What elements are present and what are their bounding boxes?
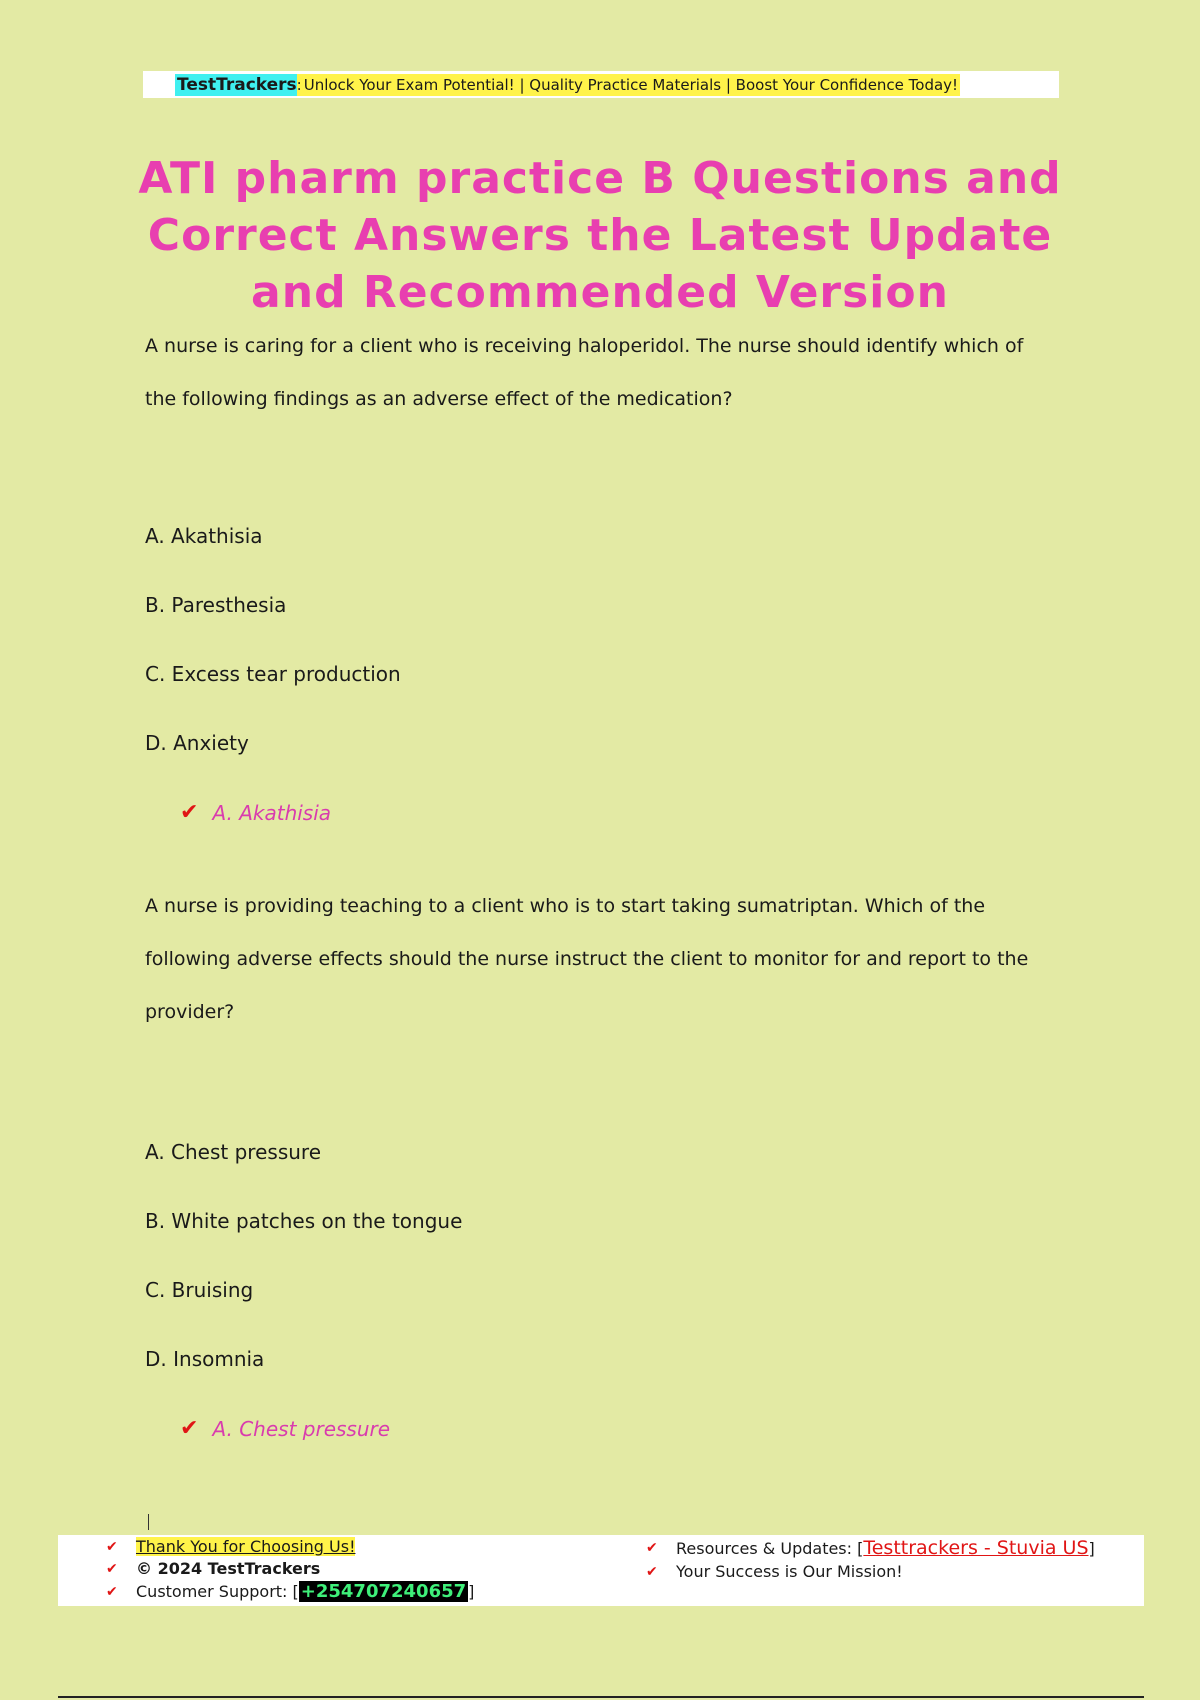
- question-1-answer: [180, 800, 331, 825]
- header-banner: [143, 71, 1059, 98]
- footer-resources-close: ]: [1088, 1538, 1095, 1558]
- footer-support-close: ]: [468, 1582, 475, 1601]
- text-cursor: [148, 1514, 149, 1530]
- question-2-option-c: C. Bruising: [145, 1278, 254, 1302]
- support-phone[interactable]: +254707240657: [300, 1581, 467, 1602]
- question-1-option-a: A. Akathisia: [145, 524, 263, 548]
- check-mark-icon: ✔: [646, 1563, 658, 1580]
- question-2-option-d: D. Insomnia: [145, 1347, 265, 1371]
- question-1-option-d: D. Anxiety: [145, 731, 249, 755]
- footer-mission-row: [646, 1562, 903, 1581]
- resources-link[interactable]: Testtrackers - Stuvia US: [863, 1537, 1089, 1559]
- question-2-text: A nurse is providing teaching to a client who is to start taking sumatriptan. Which of the following adverse effects should the nurse instruct the client to monitor for and report to the provider?: [145, 895, 1029, 1023]
- check-mark-icon: ✔: [180, 800, 199, 825]
- footer-thanks-row: [106, 1537, 355, 1556]
- check-mark-icon: ✔: [646, 1540, 658, 1556]
- header-tagline: Unlock Your Exam Potential! | Quality Practice Materials | Boost Your Confidence Today!: [303, 75, 959, 94]
- footer-support-row: [106, 1581, 474, 1602]
- header-inner: [175, 71, 960, 98]
- footer-resources-row: [646, 1537, 1095, 1559]
- question-2-option-b: B. White patches on the tongue: [145, 1209, 463, 1233]
- check-mark-icon: ✔: [106, 1560, 118, 1577]
- footer-thanks: Thank You for Choosing Us!: [136, 1537, 356, 1556]
- footer-resources-label: Resources & Updates: [: [676, 1538, 864, 1558]
- footer-support-label: Customer Support: [: [136, 1582, 299, 1601]
- question-1-text: A nurse is caring for a client who is receiving haloperidol. The nurse should identify which of the following findings as an adverse effect of the medication?: [145, 335, 1024, 410]
- question-1-answer-text: A. Akathisia: [212, 800, 332, 825]
- footer-mission: Your Success is Our Mission!: [676, 1562, 903, 1581]
- bottom-divider: [58, 1696, 1144, 1698]
- footer-copyright: © 2024 TestTrackers: [136, 1559, 321, 1578]
- question-2-option-a: A. Chest pressure: [145, 1140, 321, 1164]
- page-title: ATI pharm practice B Questions and Correct Answers the Latest Update and Recommended Version: [138, 153, 1062, 318]
- footer-copyright-row: [106, 1559, 320, 1578]
- brand-separator: :: [296, 75, 302, 94]
- footer: [58, 1535, 1144, 1606]
- question-2-answer-text: A. Chest pressure: [212, 1416, 391, 1441]
- question-1-option-b: B. Paresthesia: [145, 593, 287, 617]
- question-1-option-c: C. Excess tear production: [145, 662, 401, 686]
- check-mark-icon: ✔: [180, 1416, 199, 1441]
- brand-name: TestTrackers: [177, 74, 297, 95]
- question-2-answer: [180, 1416, 390, 1441]
- check-mark-icon: ✔: [106, 1538, 118, 1555]
- check-mark-icon: ✔: [106, 1583, 118, 1600]
